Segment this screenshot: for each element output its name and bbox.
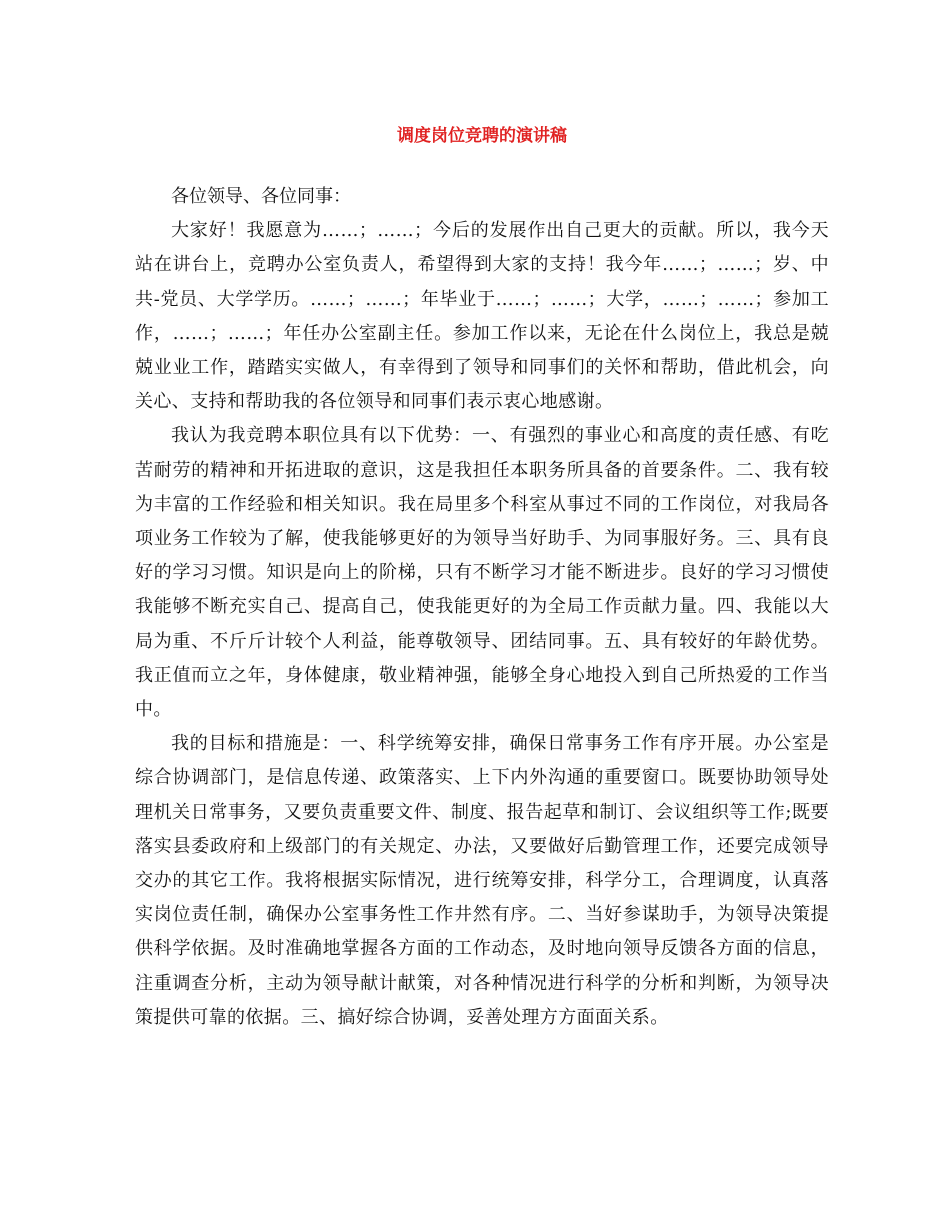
document-title: 调度岗位竞聘的演讲稿	[397, 126, 567, 146]
document-body	[135, 180, 829, 1035]
paragraph-goals-measures: 我的目标和措施是：一、科学统筹安排，确保日常事务工作有序开展。办公室是综合协调部门，是信息传递、政策落实、上下内外沟通的重要窗口。既要协助领导处理机关日常事务，又要负责重要文件、制度、报告起草和制订、会议组织等工作;既要落实县委政府和上级部门的有关规定、办法，又要做好后勤管理工作，还要完成领导交办的其它工作。我将根据实际情况，进行统筹安排，科学分工，合理调度，认真落实岗位责任制，确保办公室事务性工作井然有序。二、当好参谋助手，为领导决策提供科学依据。及时准确地掌握各方面的工作动态，及时地向领导反馈各方面的信息，注重调查分析，主动为领导献计献策，对各种情况进行科学的分析和判断，为领导决策提供可靠的依据。三、搞好综合协调，妥善处理方方面面关系。	[135, 733, 829, 1028]
salutation: 各位领导、各位同事：	[171, 186, 351, 207]
paragraph-advantages: 我认为我竞聘本职位具有以下优势：一、有强烈的事业心和高度的责任感、有吃苦耐劳的精神和开拓进取的意识，这是我担任本职务所具备的首要条件。二、我有较为丰富的工作经验和相关知识。我在局里多个科室从事过不同的工作岗位，对我局各项业务工作较为了解，使我能够更好的为领导当好助手、为同事服好务。三、具有良好的学习习惯。知识是向上的阶梯，只有不断学习才能不断进步。良好的学习习惯使我能够不断充实自己、提高自己，使我能更好的为全局工作贡献力量。四、我能以大局为重、不斤斤计较个人利益，能尊敬领导、团结同事。五、具有较好的年龄优势。我正值而立之年，身体健康，敬业精神强，能够全身心地投入到自己所热爱的工作当中。	[135, 425, 829, 721]
paragraph-introduction: 大家好！我愿意为……；……；今后的发展作出自己更大的贡献。所以，我今天站在讲台上，竞聘办公室负责人，希望得到大家的支持！我今年……；……；岁、中共-党员、大学学历。……；……；年毕业于……；……；大学，……；……；参加工作，……；……；年任办公室副主任。参加工作以来，无论在什么岗位上，我总是兢兢业业工作，踏踏实实做人，有幸得到了领导和同事们的关怀和帮助，借此机会，向关心、支持和帮助我的各位领导和同事们表示衷心地感谢。	[135, 220, 829, 413]
